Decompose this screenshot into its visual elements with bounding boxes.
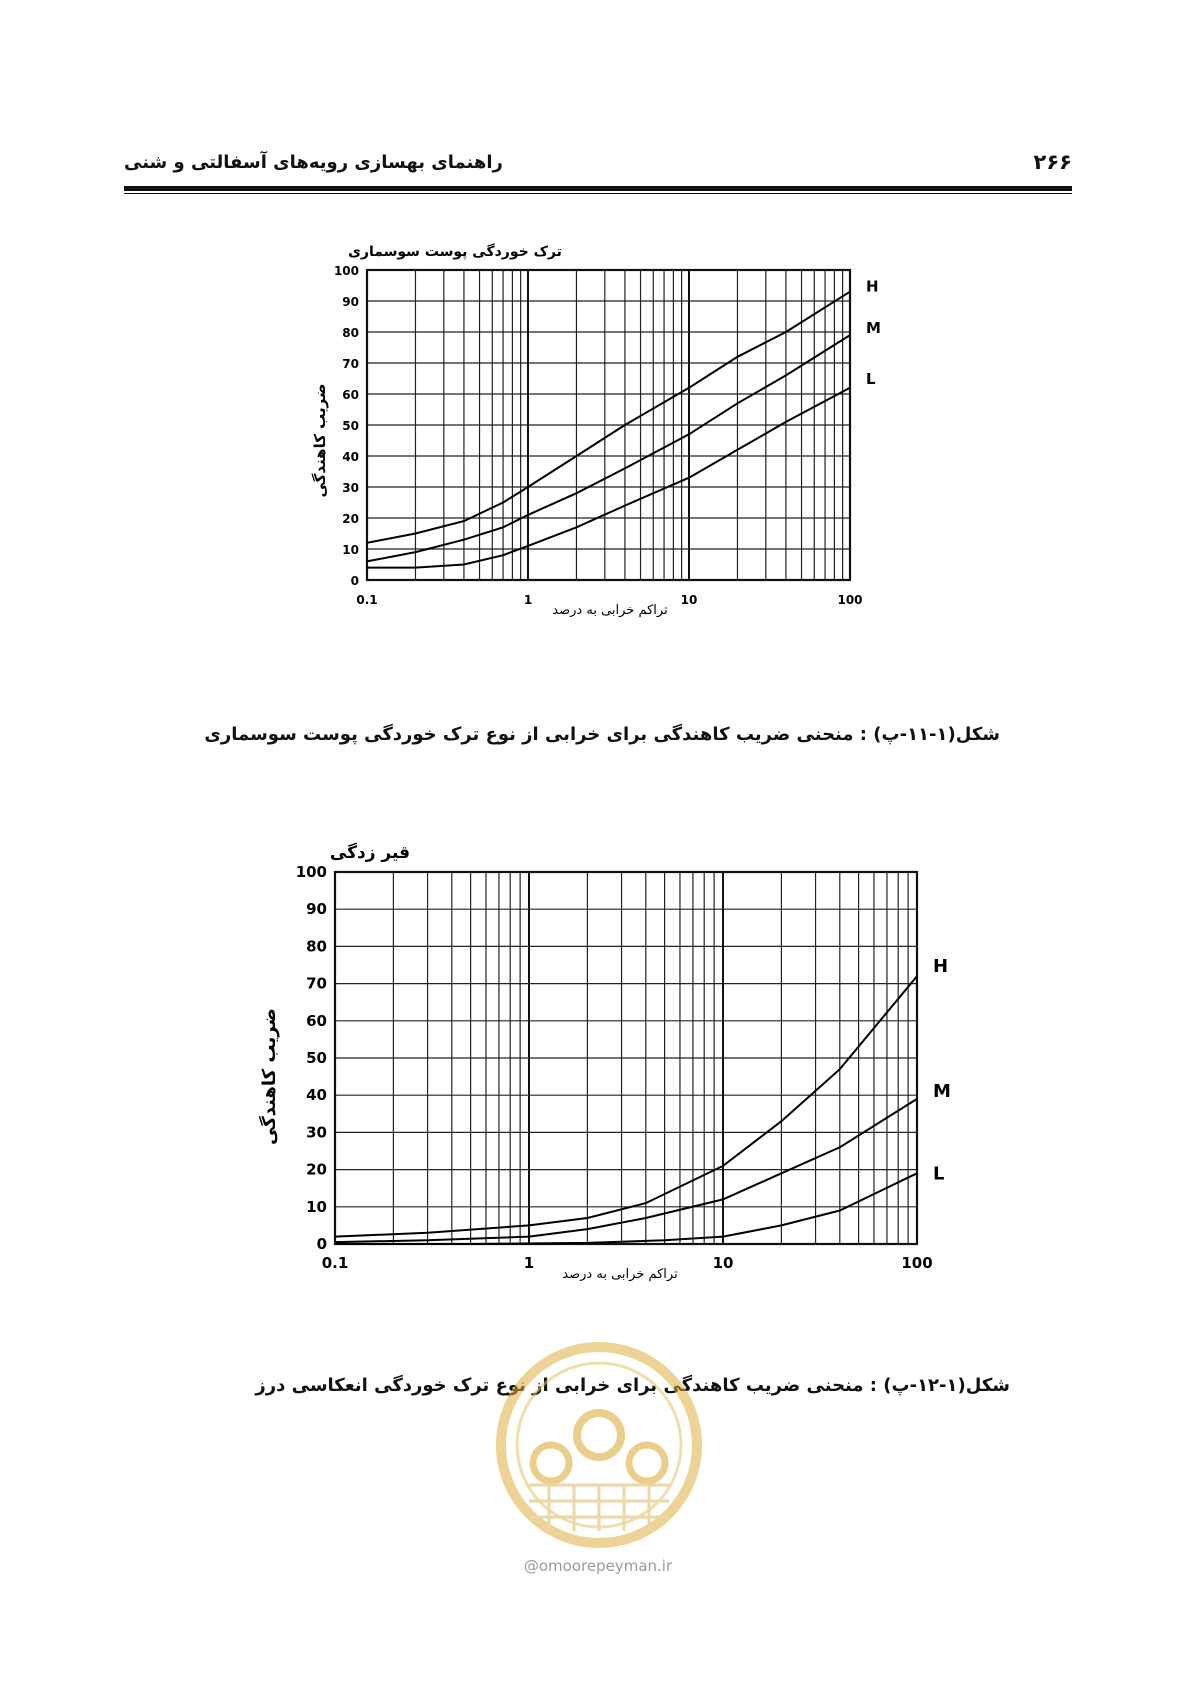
series-label-L: L	[866, 369, 876, 388]
y-tick-label: 80	[342, 326, 359, 340]
y-tick-label: 40	[306, 1086, 327, 1105]
y-tick-label: 100	[333, 264, 359, 278]
page-header	[124, 150, 1072, 186]
series-line-H	[367, 292, 850, 543]
series-label-H: H	[933, 956, 949, 978]
x-tick-label: 1	[523, 593, 533, 607]
book-title: راهنمای بهسازی رویه‌های آسفالتی و شنی	[124, 152, 503, 173]
x-axis-label: تراکم خرابی به درصد	[552, 603, 668, 618]
y-tick-label: 60	[342, 388, 359, 402]
series-line-M	[335, 1099, 917, 1242]
y-tick-label: 80	[306, 937, 327, 956]
chart-title: ترک خوردگی پوست سوسماری	[348, 244, 562, 260]
x-tick-label: 10	[712, 1254, 734, 1272]
y-axis-label: ضریب کاهندگی	[259, 1008, 280, 1146]
y-tick-label: 90	[306, 900, 327, 919]
x-axis-label: تراکم خرابی به درصد	[562, 1267, 678, 1282]
figure-caption-1: شکل(۱-۱۱-پ) : منحنی ضریب کاهندگی برای خرابی از نوع ترک خوردگی پوست سوسماری	[204, 724, 1000, 745]
x-tick-label: 100	[901, 1254, 933, 1272]
y-tick-label: 20	[342, 512, 359, 526]
x-tick-label: 1	[523, 1254, 535, 1272]
figure-caption-2: شکل(۱-۱۲-پ) : منحنی ضریب کاهندگی برای خرابی از نوع ترک خوردگی انعکاسی درز	[255, 1375, 1010, 1396]
series-label-M: M	[866, 319, 881, 338]
series-label-H: H	[866, 277, 879, 296]
x-tick-label: 0.1	[321, 1254, 349, 1272]
y-tick-label: 0	[350, 574, 359, 588]
x-tick-label: 0.1	[356, 593, 378, 607]
header-rule	[124, 186, 1072, 191]
y-tick-label: 70	[342, 357, 359, 371]
watermark-text: @omoorepeyman.ir	[523, 1557, 673, 1575]
chart-title: قیر زدگی	[329, 843, 411, 863]
series-label-M: M	[933, 1080, 951, 1102]
y-tick-label: 70	[306, 974, 327, 993]
y-tick-label: 90	[342, 295, 359, 309]
bleeding-chart	[255, 826, 1055, 1326]
page-number: ۲۶۶	[1033, 150, 1072, 174]
y-tick-label: 10	[306, 1197, 327, 1216]
y-axis-label: ضریب کاهندگی	[311, 383, 329, 498]
y-tick-label: 30	[306, 1123, 327, 1142]
x-tick-label: 100	[837, 593, 863, 607]
y-tick-label: 50	[306, 1049, 327, 1067]
y-tick-label: 30	[342, 481, 359, 495]
header-rule-thin	[124, 193, 1072, 194]
y-tick-label: 0	[316, 1235, 327, 1253]
y-tick-label: 10	[342, 543, 359, 557]
y-tick-label: 100	[295, 863, 327, 881]
alligator-cracking-chart	[290, 240, 970, 680]
series-line-H	[335, 976, 917, 1236]
series-label-L: L	[933, 1163, 945, 1185]
y-tick-label: 20	[306, 1160, 327, 1179]
y-tick-label: 50	[342, 419, 359, 433]
y-tick-label: 40	[342, 450, 359, 464]
y-tick-label: 60	[306, 1011, 327, 1030]
x-tick-label: 10	[680, 593, 698, 607]
